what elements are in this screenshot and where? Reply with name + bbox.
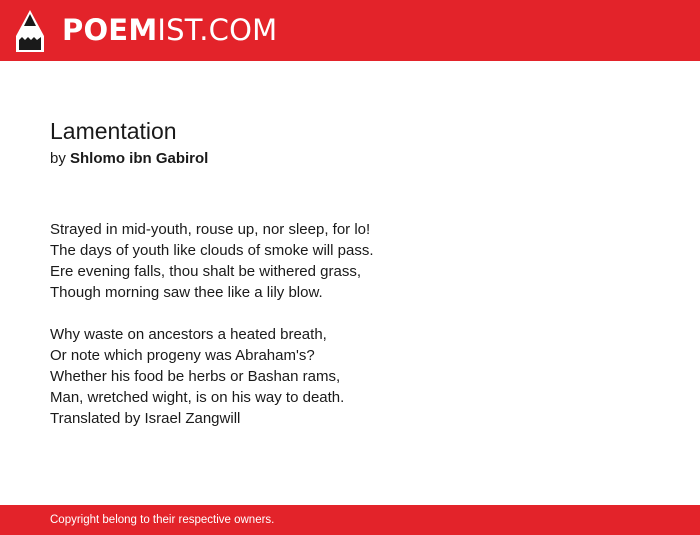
poem-line: Whether his food be herbs or Bashan rams,	[50, 368, 341, 385]
byline	[50, 149, 208, 169]
poem-line: The days of youth like clouds of smoke will pass.	[50, 242, 374, 259]
pencil-icon[interactable]	[16, 10, 44, 52]
poem-line: Or note which progeny was Abraham's?	[50, 347, 315, 364]
poem-line: Strayed in mid-youth, rouse up, nor sleep, for lo!	[50, 221, 371, 238]
site-footer	[0, 505, 700, 535]
brand-light-text: IST.COM	[157, 13, 278, 47]
site-header	[0, 0, 700, 61]
poem-title: Lamentation	[50, 118, 177, 144]
brand-bold-text: POEM	[62, 13, 158, 47]
poem-line: Though morning saw thee like a lily blow.	[50, 284, 323, 301]
poem-line: Man, wretched wight, is on his way to death.	[50, 389, 345, 406]
byline-prefix: by	[50, 150, 66, 167]
copyright-text: Copyright belong to their respective owners.	[50, 514, 275, 526]
translator-credit: Translated by Israel Zangwill	[50, 410, 241, 427]
poem-line: Why waste on ancestors a heated breath,	[50, 326, 327, 343]
stanza	[50, 324, 650, 429]
author-name: Shlomo ibn Gabirol	[70, 150, 209, 167]
poem-line: Ere evening falls, thou shalt be withered grass,	[50, 263, 362, 280]
poem-body	[50, 219, 650, 450]
stanza	[50, 219, 650, 303]
site-logo[interactable]	[62, 12, 277, 48]
